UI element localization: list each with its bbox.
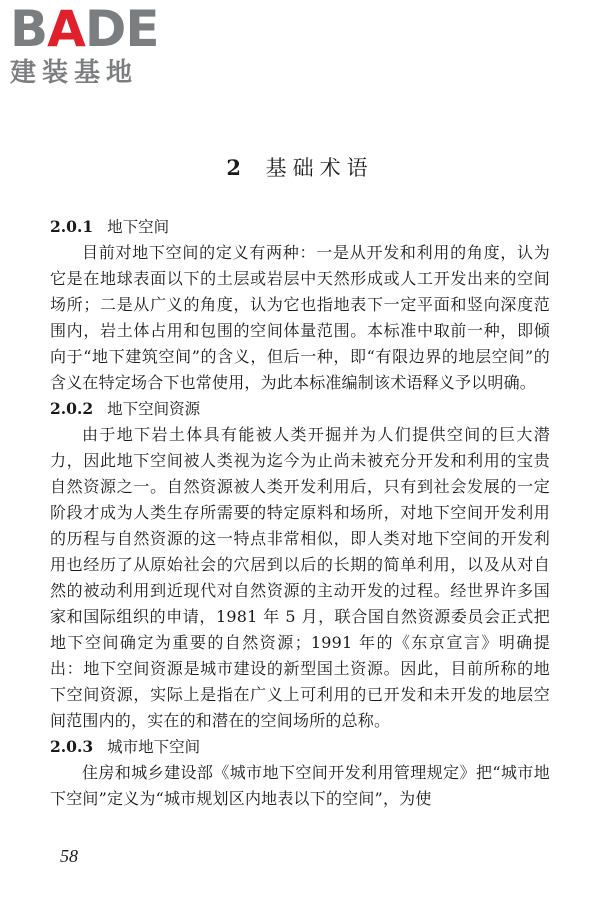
term-heading — [50, 396, 550, 422]
term-definition: 由于地下岩土体具有能被人类开掘并为人们提供空间的巨大潜力，因此地下空间被人类视为迄今为止尚未被充分开发和利用的宝贵自然资源之一。自然资源被人类开发利用后，只有到社会发展的一定阶段才成为人类生存所需要的特定原料和场所，对地下空间开发利用的历程与自然资源的这一特点非常相似，即人类对地下空间的开发利用也经历了从原始社会的穴居到以后的长期的简单利用，以及从对自然的被动利用到近现代对自然资源的主动开发的过程。经世界许多国家和国际组织的申请，1981 年 5 月，联合国自然资源委员会正式把地下空间确定为重要的自然资源；1991 年的《东京宣言》明确提出：地下空间资源是城市建设的新型国土资源。因此，目前所称的地下空间资源，实际上是指在广义上可利用的已开发和未开发的地层空间范围内的，实在的和潜在的空间场所的总称。 — [50, 425, 550, 730]
chapter-heading — [0, 152, 600, 182]
page-number: 58 — [60, 846, 78, 866]
term-title: 地下空间资源 — [107, 400, 201, 418]
brand-logo — [10, 0, 180, 88]
brand-subtitle: 建装基地 — [10, 58, 139, 88]
chapter-number: 2 — [226, 155, 247, 180]
brand-wordmark: BADE — [10, 0, 159, 58]
term-heading — [50, 734, 550, 760]
term-number: 2.0.1 — [50, 217, 94, 236]
term-number: 2.0.3 — [50, 737, 94, 756]
term-definition: 目前对地下空间的定义有两种：一是从开发和利用的角度，认为它是在地球表面以下的土层或岩层中天然形成或人工开发出来的空间场所；二是从广义的角度，认为它也指地表下一定平面和竖向深度范围内，岩土体占用和包围的空间体量范围。本标准中取前一种，即倾向于“地下建筑空间”的含义，但后一种，即“有限边界的地层空间”的含义在特定场合下也常使用，为此本标准编制该术语释义予以明确。 — [50, 243, 550, 392]
term-number: 2.0.2 — [50, 399, 94, 418]
chapter-title: 基础术语 — [265, 156, 374, 180]
term-title: 城市地下空间 — [107, 738, 201, 756]
term-definition: 住房和城乡建设部《城市地下空间开发利用管理规定》把“城市地下空间”定义为“城市规划区内地表以下的空间”，为使 — [50, 763, 550, 808]
term-title: 地下空间 — [107, 218, 170, 236]
document-body — [50, 214, 550, 812]
brand-accent-letter: A — [47, 0, 85, 58]
term-heading — [50, 214, 550, 240]
